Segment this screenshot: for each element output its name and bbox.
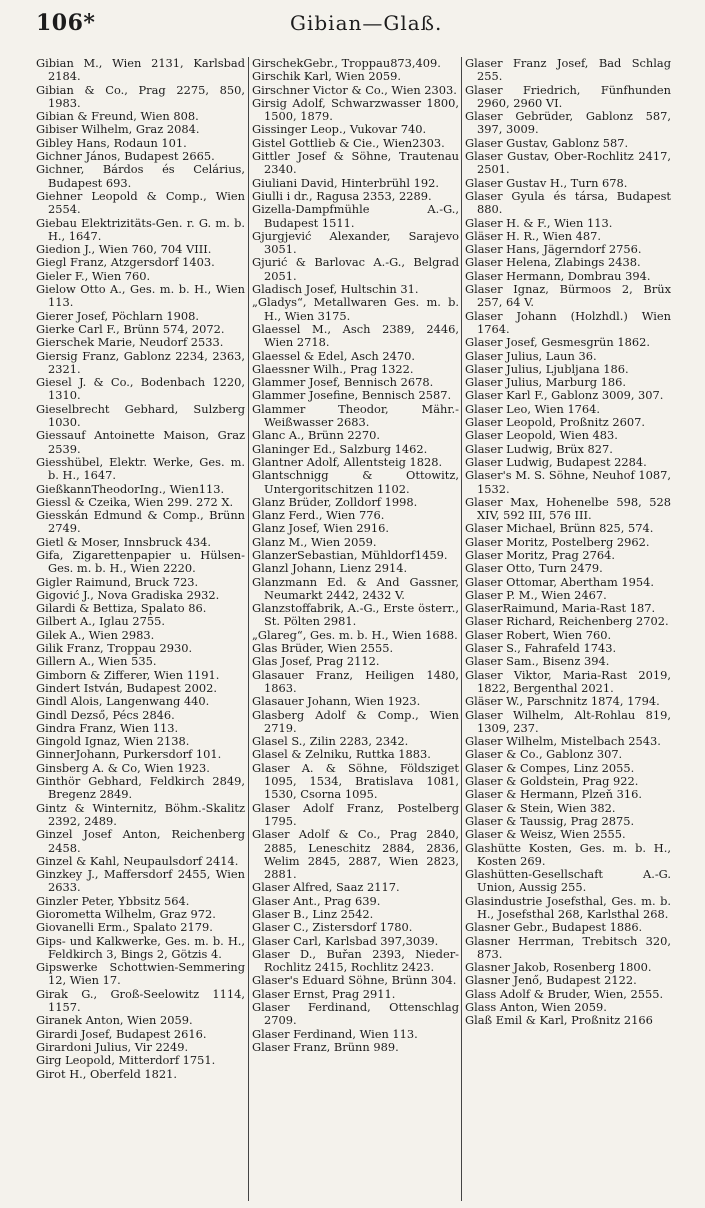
- directory-entry: GießkannTheodorIng., Wien113.: [36, 481, 225, 496]
- directory-entry: Glaser Julius, Ljubljana 186.: [465, 361, 629, 376]
- directory-entry: Glaser Ferdinand, Wien 113.: [252, 1026, 418, 1041]
- directory-entry: Glaser Hans, Jägerndorf 2756.: [465, 242, 642, 257]
- directory-entry: Gissinger Leop., Vukovar 740.: [252, 122, 427, 137]
- directory-entry: Glaser Helena, Zlabings 2438.: [465, 255, 641, 270]
- directory-entry: Gläser W., Parschnitz 1874, 1794.: [465, 694, 660, 709]
- page-number: 106*: [36, 10, 96, 36]
- page-title: Gibian—Glaß.: [290, 11, 443, 35]
- directory-entry: Glaser & Hermann, Plzeň 316.: [465, 787, 642, 802]
- directory-entry: Glaser Josef, Gesmesgrün 1862.: [465, 335, 650, 350]
- directory-entry: GlanzerSebastian, Mühldorf1459.: [252, 547, 448, 562]
- directory-entry: Glaser Ignaz, Bürmoos 2, Brüx 257, 64 V.: [465, 282, 671, 310]
- directory-entry: Glasel & Zelniku, Ruttka 1883.: [252, 747, 431, 762]
- directory-entry: Glaessner Wilh., Prag 1322.: [252, 361, 414, 376]
- directory-entry: Glaser Ottomar, Abertham 1954.: [465, 574, 655, 589]
- directory-entry: Gilbert A., Iglau 2755.: [36, 614, 165, 629]
- directory-entry: Gingold Ignaz, Wien 2138.: [36, 734, 190, 749]
- directory-entry: GinnerJohann, Purkersdorf 101.: [36, 747, 222, 762]
- directory-entry: Glasner Gebr., Budapest 1886.: [465, 920, 643, 935]
- directory-entry: Glaser Richard, Reichenberg 2702.: [465, 614, 669, 629]
- directory-entry: Gizella-Dampfmühle A.-G., Budapest 1511.: [252, 202, 459, 230]
- directory-entry: Glaser Gustav, Ober-Rochlitz 2417, 2501.: [465, 149, 671, 177]
- directory-entry: Glammer Josefine, Bennisch 2587.: [252, 388, 452, 403]
- directory-entry: Glanz M., Wien 2059.: [252, 534, 377, 549]
- directory-entry: Glaser Karl F., Gablonz 3009, 307.: [465, 388, 664, 403]
- directory-entry: „Glareg“, Ges. m. b. H., Wien 1688.: [252, 627, 458, 642]
- directory-entry: Giulli i dr., Ragusa 2353, 2289.: [252, 188, 432, 203]
- directory-entry: Giesskán Edmund & Comp., Brünn 2749.: [36, 508, 245, 536]
- directory-entry: Glaser & Stein, Wien 382.: [465, 800, 616, 815]
- directory-entry: Glaser Adolf & Co., Prag 2840, 2885, Leneschitz 2884, 2836, Welim 2845, 2887, Wien 2823, 2881.: [252, 827, 459, 882]
- directory-entry: Giedion J., Wien 760, 704 VIII.: [36, 242, 212, 257]
- directory-entry: Glaser & Taussig, Prag 2875.: [465, 813, 635, 828]
- directory-entry: Gieselbrecht Gebhard, Sulzberg 1030.: [36, 401, 245, 430]
- directory-entry: Glaser Friedrich, Fünfhunden 2960, 2960 VI.: [465, 82, 671, 110]
- directory-entry: Gillern A., Wien 535.: [36, 654, 157, 669]
- directory-entry: Glashütten-Gesellschaft A.-G. Union, Aussig 255.: [465, 867, 671, 895]
- directory-entry: Glaser Leopold, Wien 483.: [465, 428, 618, 443]
- directory-entry: Glaser Alfred, Saaz 2117.: [252, 880, 400, 895]
- directory-entry: Giesel J. & Co., Bodenbach 1220, 1310.: [36, 375, 245, 403]
- directory-entry: Gittler Josef & Söhne, Trautenau 2340.: [252, 149, 459, 177]
- directory-entry: Glammer Josef, Bennisch 2678.: [252, 375, 434, 390]
- directory-entry: Glaser's Eduard Söhne, Brünn 304.: [252, 973, 457, 988]
- directory-entry: Glasel S., Zilin 2283, 2342.: [252, 734, 409, 749]
- directory-entry: Ginzel & Kahl, Neupaulsdorf 2414.: [36, 853, 239, 868]
- directory-entry: Glammer Theodor, Mähr.-Weißwasser 2683.: [252, 401, 459, 430]
- directory-entry: Glaessel M., Asch 2389, 2446, Wien 2718.: [252, 321, 459, 350]
- directory-entry: Glaser & Compes, Linz 2055.: [465, 760, 635, 775]
- directory-entry: Gibley Hans, Rodaun 101.: [36, 135, 187, 150]
- directory-entry: Glaser Ernst, Prag 2911.: [252, 986, 396, 1001]
- directory-entry: Giessl & Czeika, Wien 299. 272 X.: [36, 494, 234, 509]
- directory-entry: Gindra Franz, Wien 113.: [36, 720, 179, 735]
- directory-entry: Gichner János, Budapest 2665.: [36, 149, 215, 164]
- directory-entry: Giesshübel, Elektr. Werke, Ges. m. b. H., 1647.: [36, 454, 245, 483]
- directory-entry: Glaninger Ed., Salzburg 1462.: [252, 441, 428, 456]
- column-1: [36, 57, 245, 1201]
- directory-entry: Glasindustrie Josefsthal, Ges. m. b. H., Josefsthal 268, Karlsthal 268.: [465, 893, 671, 921]
- page-header: [0, 6, 705, 40]
- directory-entry: Glaser Ferdinand, Ottenschlag 2709.: [252, 1000, 459, 1028]
- directory-entry: Gintz & Winternitz, Böhm.-Skalitz 2392, 2489.: [36, 800, 245, 828]
- directory-entry: Gibian & Freund, Wien 808.: [36, 109, 199, 124]
- directory-entry: Glaser Carl, Karlsbad 397,3039.: [252, 933, 439, 948]
- directory-entry: Glantner Adolf, Allentsteig 1828.: [252, 454, 443, 469]
- directory-entry: Girardi Josef, Budapest 2616.: [36, 1026, 207, 1041]
- directory-entry: Giovanelli Erm., Spalato 2179.: [36, 920, 213, 935]
- directory-entry: Gierschek Marie, Neudorf 2533.: [36, 335, 224, 350]
- directory-entry: Glaser A. & Söhne, Földsziget 1095, 1534, Bratislava 1081, 1530, Csorna 1095.: [252, 760, 459, 802]
- directory-entry: Glaser Ludwig, Brüx 827.: [465, 441, 613, 456]
- directory-entry: Glasner Jakob, Rosenberg 1800.: [465, 960, 652, 975]
- directory-entry: Gietl & Moser, Innsbruck 434.: [36, 534, 211, 549]
- directory-entry: Glaser Ant., Prag 639.: [252, 893, 381, 908]
- directory-entry: Glasner Herrman, Trebitsch 320, 873.: [465, 933, 671, 961]
- directory-entry: Glas Brüder, Wien 2555.: [252, 641, 394, 656]
- directory-entry: Glaser Ludwig, Budapest 2284.: [465, 454, 647, 469]
- directory-entry: Glaessel & Edel, Asch 2470.: [252, 348, 415, 363]
- directory-entry: Gibian & Co., Prag 2275, 850, 1983.: [36, 82, 245, 110]
- directory-entry: Gilardi & Bettiza, Spalato 86.: [36, 601, 207, 616]
- directory-entry: Glasauer Franz, Heiligen 1480, 1863.: [252, 667, 459, 695]
- directory-entry: Glanz Brüder, Zolldorf 1998.: [252, 494, 418, 509]
- directory-entry: Gifa, Zigarettenpapier u. Hülsen-Ges. m. b. H., Wien 2220.: [36, 547, 245, 576]
- directory-entry: Giorometta Wilhelm, Graz 972.: [36, 907, 216, 921]
- directory-entry: Ginzkey J., Maffersdorf 2455, Wien 2633.: [36, 867, 245, 895]
- directory-entry: Glanzstoffabrik, A.-G., Erste österr., St. Pölten 2981.: [252, 601, 459, 629]
- directory-entry: Gindert István, Budapest 2002.: [36, 680, 217, 695]
- directory-entry: Ginzler Peter, Ybbsitz 564.: [36, 893, 190, 908]
- directory-entry: Glaser Viktor, Maria-Rast 2019, 1822, Bergenthal 2021.: [465, 667, 671, 695]
- directory-entry: Glaser Gustav H., Turn 678.: [465, 175, 628, 190]
- directory-columns: [36, 57, 671, 1201]
- directory-entry: Girsig Adolf, Schwarzwasser 1800, 1500, 1879.: [252, 95, 459, 124]
- directory-entry: Glaser Leopold, Proßnitz 2607.: [465, 415, 646, 430]
- directory-entry: Gindl Dezső, Pécs 2846.: [36, 707, 175, 722]
- directory-entry: Gichner, Bárdos és Celárius, Budapest 693.: [36, 162, 245, 190]
- directory-entry: Gierke Carl F., Brünn 574, 2072.: [36, 321, 225, 336]
- directory-entry: Glanzl Johann, Lienz 2914.: [252, 561, 408, 576]
- directory-entry: Glanz Ferd., Wien 776.: [252, 508, 385, 523]
- directory-entry: Glaser Gustav, Gablonz 587.: [465, 135, 629, 150]
- directory-entry: Glaser Johann (Holzhdl.) Wien 1764.: [465, 308, 671, 336]
- directory-entry: GlaserRaimund, Maria-Rast 187.: [465, 601, 656, 616]
- directory-entry: Gläser H. R., Wien 487.: [465, 228, 602, 243]
- directory-entry: Glaser C., Zistersdorf 1780.: [252, 920, 413, 935]
- directory-entry: Glaser Hermann, Dombrau 394.: [465, 268, 651, 283]
- directory-entry: Glaser Adolf Franz, Postelberg 1795.: [252, 800, 459, 828]
- directory-entry: Glaser Franz Josef, Bad Schlag 255.: [465, 57, 671, 84]
- directory-entry: Giranek Anton, Wien 2059.: [36, 1013, 193, 1028]
- directory-entry: Glashütte Kosten, Ges. m. b. H., Kosten 269.: [465, 840, 671, 868]
- directory-entry: Glaser Robert, Wien 760.: [465, 627, 612, 642]
- directory-entry: Glaser Julius, Marburg 186.: [465, 375, 627, 390]
- directory-entry: Gigović J., Nova Gradiska 2932.: [36, 587, 220, 602]
- directory-entry: Gindl Alois, Langenwang 440.: [36, 694, 210, 709]
- directory-entry: Glasberg Adolf & Comp., Wien 2719.: [252, 707, 459, 735]
- directory-entry: Glaser Otto, Turn 2479.: [465, 561, 603, 576]
- directory-entry: „Gladys“, Metallwaren Ges. m. b. H., Wien 3175.: [252, 295, 459, 323]
- directory-entry: Glaser Moritz, Prag 2764.: [465, 547, 616, 562]
- directory-entry: GirschekGebr., Troppau873,409.: [252, 57, 441, 70]
- directory-entry: Glaser Sam., Bisenz 394.: [465, 654, 610, 669]
- directory-entry: Glaser Michael, Brünn 825, 574.: [465, 521, 654, 536]
- directory-entry: Girschik Karl, Wien 2059.: [252, 69, 402, 84]
- directory-entry: Glaser Wilhelm, Alt-Rohlau 819, 1309, 237.: [465, 707, 671, 735]
- directory-entry: Gimborn & Zifferer, Wien 1191.: [36, 667, 220, 682]
- directory-entry: Glaser Max, Hohenelbe 598, 528 XIV, 592 III, 576 III.: [465, 494, 671, 523]
- directory-entry: Gibiser Wilhelm, Graz 2084.: [36, 122, 200, 137]
- directory-entry: Glaser Julius, Laun 36.: [465, 348, 597, 363]
- directory-entry: Ginsberg A. & Co, Wien 1923.: [36, 760, 210, 775]
- directory-entry: Glaser S., Fahrafeld 1743.: [465, 641, 617, 656]
- directory-entry: Glaser & Goldstein, Prag 922.: [465, 774, 639, 789]
- directory-entry: Ginzel Josef Anton, Reichenberg 2458.: [36, 827, 245, 855]
- directory-entry: Girg Leopold, Mitterdorf 1751.: [36, 1053, 216, 1068]
- directory-entry: Girak G., Groß-Seelowitz 1114, 1157.: [36, 986, 245, 1015]
- directory-entry: Gips- und Kalkwerke, Ges. m. b. H., Feldkirch 3, Bings 2, Götzis 4.: [36, 933, 245, 961]
- directory-entry: Giegl Franz, Atzgersdorf 1403.: [36, 255, 215, 270]
- directory-entry: Glasner Jenő, Budapest 2122.: [465, 973, 637, 988]
- directory-entry: Giebau Elektrizitäts-Gen. r. G. m. b. H., 1647.: [36, 215, 245, 243]
- directory-entry: Glass Adolf & Bruder, Wien, 2555.: [465, 986, 664, 1001]
- directory-entry: Gipswerke Schottwien-Semmering 12, Wien 17.: [36, 960, 245, 988]
- directory-entry: Glaser B., Linz 2542.: [252, 907, 374, 921]
- directory-entry: Glaser & Weisz, Wien 2555.: [465, 827, 626, 842]
- directory-entry: Giessauf Antoinette Maison, Graz 2539.: [36, 428, 245, 456]
- directory-entry: Glaser & Co., Gablonz 307.: [465, 747, 623, 762]
- directory-entry: Giehner Leopold & Comp., Wien 2554.: [36, 188, 245, 217]
- directory-entry: Glaser Wilhelm, Mistelbach 2543.: [465, 734, 661, 749]
- directory-entry: Glanzmann Ed. & And Gassner, Neumarkt 2442, 2432 V.: [252, 574, 459, 602]
- directory-entry: Glanc A., Brünn 2270.: [252, 428, 381, 443]
- directory-entry: Girschner Victor & Co., Wien 2303.: [252, 82, 457, 97]
- directory-entry: Giersig Franz, Gablonz 2234, 2363, 2321.: [36, 348, 245, 376]
- directory-entry: Gjurić & Barlovac A.-G., Belgrad 2051.: [252, 255, 459, 283]
- directory-entry: Ginthör Gebhard, Feldkirch 2849, Bregenz 2849.: [36, 774, 245, 802]
- directory-entry: Glaser Franz, Brünn 989.: [252, 1039, 399, 1054]
- directory-entry: Glaser Gyula és társa, Budapest 880.: [465, 188, 671, 217]
- directory-entry: Glaß Emil & Karl, Proßnitz 2166: [465, 1013, 653, 1028]
- directory-entry: Gilek A., Wien 2983.: [36, 627, 155, 642]
- directory-entry: Glaser Gebrüder, Gablonz 587, 397, 3009.: [465, 109, 671, 137]
- directory-entry: Glaser Leo, Wien 1764.: [465, 401, 601, 416]
- directory-entry: Glantschnigg & Ottowitz, Untergoritschitzen 1102.: [252, 468, 459, 496]
- directory-entry: Gibian M., Wien 2131, Karlsbad 2184.: [36, 57, 245, 84]
- directory-entry: Glanz Josef, Wien 2916.: [252, 521, 390, 536]
- directory-entry: Gieler F., Wien 760.: [36, 268, 151, 283]
- directory-entry: Glas Josef, Prag 2112.: [252, 654, 380, 669]
- column-3: [461, 57, 671, 1201]
- column-2: [248, 57, 459, 1201]
- directory-entry: Gilik Franz, Troppau 2930.: [36, 641, 193, 656]
- directory-entry: Giuliani David, Hinterbrühl 192.: [252, 175, 440, 190]
- directory-entry: Glaser P. M., Wien 2467.: [465, 587, 607, 602]
- directory-entry: Girardoni Julius, Vir 2249.: [36, 1039, 189, 1054]
- directory-entry: Gjurgjević Alexander, Sarajevo 3051.: [252, 228, 459, 257]
- directory-entry: Glaser D., Buřan 2393, Nieder-Rochlitz 2415, Rochlitz 2423.: [252, 946, 459, 975]
- directory-entry: Gistel Gottlieb & Cie., Wien2303.: [252, 135, 445, 150]
- directory-entry: Glaser's M. S. Söhne, Neuhof 1087, 1532.: [465, 468, 671, 496]
- directory-entry: Gierer Josef, Pöchlarn 1908.: [36, 308, 200, 323]
- directory-entry: Girot H., Oberfeld 1821.: [36, 1066, 177, 1081]
- directory-entry: Glaser Moritz, Postelberg 2962.: [465, 534, 650, 549]
- directory-entry: Glasauer Johann, Wien 1923.: [252, 694, 421, 709]
- directory-entry: Glaser H. & F., Wien 113.: [465, 215, 613, 230]
- directory-entry: Gielow Otto A., Ges. m. b. H., Wien 113.: [36, 282, 245, 310]
- directory-entry: Gigler Raimund, Bruck 723.: [36, 574, 199, 589]
- directory-entry: Glass Anton, Wien 2059.: [465, 1000, 607, 1015]
- directory-entry: Gladisch Josef, Hultschin 31.: [252, 282, 419, 297]
